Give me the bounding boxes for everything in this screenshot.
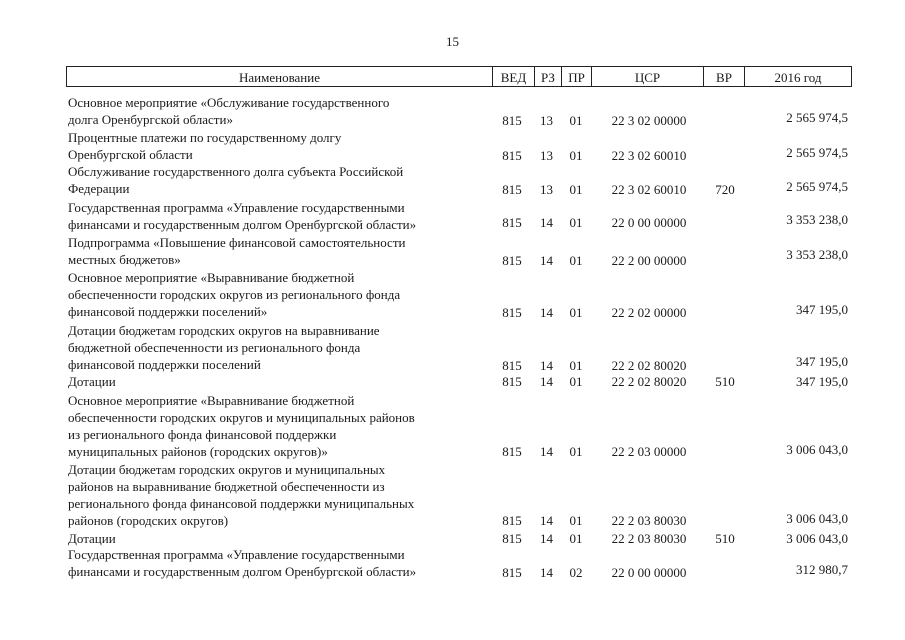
row-ved: 815: [502, 513, 522, 528]
row-amount: 3 006 043,0: [786, 511, 848, 526]
row-name-line: Дотации бюджетам городских округов и муниципальных: [68, 462, 386, 477]
row-csr: 22 2 00 00000: [611, 253, 687, 268]
row-amount: 3 353 238,0: [786, 247, 848, 262]
row-name-line: районов на выравнивание бюджетной обеспеченности из: [68, 479, 385, 494]
row-name: [68, 129, 484, 163]
row-vr: 720: [715, 182, 735, 197]
row-name-line: Дотации: [68, 374, 116, 389]
row-name-line: Дотации: [68, 531, 116, 546]
row-pr: 01: [569, 358, 583, 373]
header-ved: ВЕД: [492, 67, 534, 86]
row-name-line: обеспеченности городских округов из регионального фонда: [68, 287, 401, 302]
row-ved: 815: [502, 253, 522, 268]
row-csr: 22 3 02 60010: [611, 182, 687, 197]
row-pr: 01: [569, 182, 583, 197]
row-vr: 510: [715, 531, 735, 546]
row-name: [68, 461, 484, 529]
row-rz: 14: [540, 253, 553, 268]
row-name-line: долга Оренбургской области»: [68, 112, 233, 127]
row-name-line: Оренбургской области: [68, 147, 193, 162]
header-vr: ВР: [703, 67, 744, 86]
row-pr: 01: [569, 374, 583, 389]
row-pr: 01: [569, 253, 583, 268]
row-ved: 815: [502, 113, 522, 128]
row-name-line: бюджетной обеспеченности из регионального фонда: [68, 340, 361, 355]
row-ved: 815: [502, 182, 522, 197]
row-amount: 312 980,7: [796, 562, 848, 577]
row-amount: 3 006 043,0: [786, 531, 848, 546]
row-name: [68, 546, 484, 580]
row-name-line: Государственная программа «Управление государственными: [68, 547, 405, 562]
row-name-line: обеспеченности городских округов и муниципальных районов: [68, 410, 415, 425]
row-name-line: финансами и государственным долгом Оренбургской области»: [68, 564, 417, 579]
row-amount: 2 565 974,5: [786, 145, 848, 160]
row-pr: 01: [569, 305, 583, 320]
header-pr: ПР: [561, 67, 591, 86]
row-rz: 14: [540, 374, 553, 389]
row-name-line: Федерации: [68, 181, 130, 196]
row-rz: 14: [540, 444, 553, 459]
row-pr: 01: [569, 513, 583, 528]
row-name-line: Основное мероприятие «Обслуживание государственного: [68, 95, 390, 110]
row-amount: 2 565 974,5: [786, 179, 848, 194]
row-name: [68, 530, 484, 547]
row-name: [68, 269, 484, 320]
row-csr: 22 2 02 00000: [611, 305, 687, 320]
row-rz: 14: [540, 305, 553, 320]
row-name: [68, 392, 484, 460]
row-name-line: финансами и государственным долгом Оренбургской области»: [68, 217, 417, 232]
row-rz: 14: [540, 215, 553, 230]
row-csr: 22 2 02 80020: [611, 358, 687, 373]
row-pr: 02: [569, 565, 583, 580]
row-rz: 13: [540, 148, 553, 163]
row-csr: 22 0 00 00000: [611, 565, 687, 580]
row-vr: 510: [715, 374, 735, 389]
row-amount: 2 565 974,5: [786, 110, 848, 125]
row-csr: 22 2 03 80030: [611, 531, 687, 546]
row-csr: 22 0 00 00000: [611, 215, 687, 230]
row-amount: 347 195,0: [796, 302, 848, 317]
row-name-line: Подпрограмма «Повышение финансовой самостоятельности: [68, 235, 406, 250]
row-name-line: из регионального фонда финансовой поддержки: [68, 427, 337, 442]
row-name-line: финансовой поддержки поселений: [68, 357, 261, 372]
row-ved: 815: [502, 215, 522, 230]
row-csr: 22 3 02 60010: [611, 148, 687, 163]
row-pr: 01: [569, 215, 583, 230]
header-csr: ЦСР: [591, 67, 703, 86]
row-rz: 14: [540, 565, 553, 580]
row-name-line: финансовой поддержки поселений»: [68, 304, 268, 319]
header-year: 2016 год: [744, 67, 851, 86]
row-csr: 22 3 02 00000: [611, 113, 687, 128]
header-name: Наименование: [239, 70, 320, 85]
row-amount: 347 195,0: [796, 354, 848, 369]
row-rz: 14: [540, 358, 553, 373]
row-ved: 815: [502, 531, 522, 546]
row-amount: 3 353 238,0: [786, 212, 848, 227]
row-name: [68, 322, 484, 373]
row-name-line: Основное мероприятие «Выравнивание бюджетной: [68, 393, 355, 408]
row-pr: 01: [569, 148, 583, 163]
row-name: [68, 373, 484, 390]
row-name-line: Государственная программа «Управление государственными: [68, 200, 405, 215]
row-ved: 815: [502, 374, 522, 389]
row-name: [68, 234, 484, 268]
row-ved: 815: [502, 148, 522, 163]
row-rz: 13: [540, 113, 553, 128]
row-name-line: районов (городских округов): [68, 513, 229, 528]
row-name-line: Обслуживание государственного долга субъекта Российской: [68, 164, 404, 179]
row-name: [68, 163, 484, 197]
row-rz: 13: [540, 182, 553, 197]
row-name-line: регионального фонда финансовой поддержки муниципальных: [68, 496, 415, 511]
row-name-line: Дотации бюджетам городских округов на выравнивание: [68, 323, 380, 338]
row-name-line: муниципальных районов (городских округов)»: [68, 444, 328, 459]
row-name-line: местных бюджетов»: [68, 252, 181, 267]
row-pr: 01: [569, 444, 583, 459]
row-csr: 22 2 02 80020: [611, 374, 687, 389]
row-amount: 3 006 043,0: [786, 442, 848, 457]
row-name: [68, 94, 484, 128]
header-rz: РЗ: [534, 67, 561, 86]
table-header: [66, 66, 852, 87]
row-rz: 14: [540, 531, 553, 546]
row-name-line: Основное мероприятие «Выравнивание бюджетной: [68, 270, 355, 285]
row-ved: 815: [502, 444, 522, 459]
row-amount: 347 195,0: [796, 374, 848, 389]
row-pr: 01: [569, 531, 583, 546]
row-csr: 22 2 03 00000: [611, 444, 687, 459]
row-csr: 22 2 03 80030: [611, 513, 687, 528]
row-pr: 01: [569, 113, 583, 128]
row-name: [68, 199, 484, 233]
row-rz: 14: [540, 513, 553, 528]
row-name-line: Процентные платежи по государственному долгу: [68, 130, 342, 145]
row-ved: 815: [502, 358, 522, 373]
row-ved: 815: [502, 305, 522, 320]
page-number: 15: [446, 34, 459, 49]
row-ved: 815: [502, 565, 522, 580]
